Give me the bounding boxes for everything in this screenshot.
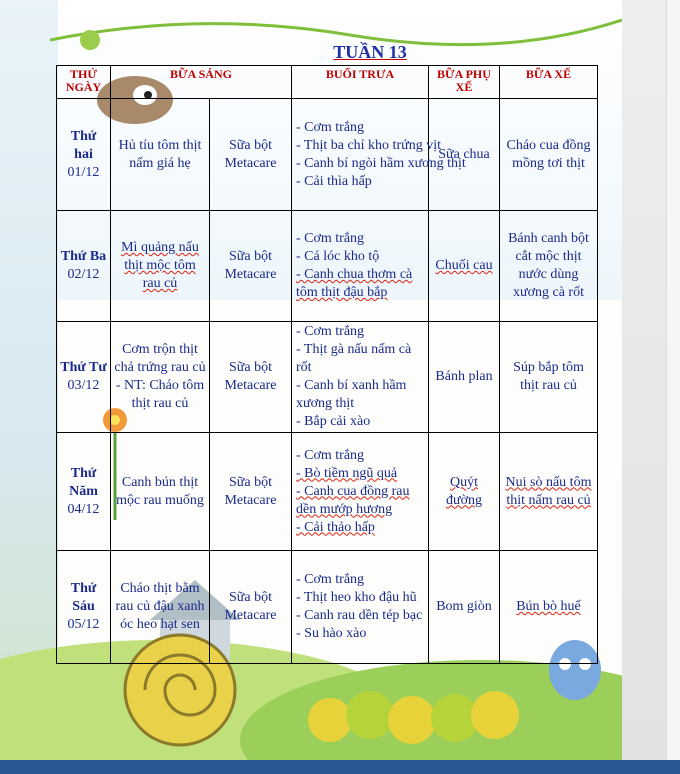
day-name: Thứ Tư	[60, 360, 107, 375]
day-cell	[57, 322, 111, 433]
table-row	[57, 322, 598, 433]
header-day: THỨ NGÀY	[57, 66, 111, 99]
table-row	[57, 211, 598, 322]
table-row	[57, 99, 598, 211]
afternoon-cell: Nui sò nấu tôm thịt nấm rau củ	[500, 433, 598, 551]
lunch-item: - Canh rau dền tép bạc	[296, 608, 423, 623]
lunch-item: - Su hào xào	[296, 626, 367, 641]
day-cell	[57, 551, 111, 664]
lunch-item: - Cơm trắng	[296, 572, 365, 587]
day-date: 05/12	[67, 617, 100, 632]
table-row	[57, 433, 598, 551]
caterpillar-icon	[300, 660, 530, 760]
lunch-item: - Thịt heo kho đậu hũ	[296, 590, 417, 605]
breakfast-cell: Hủ tíu tôm thịt nấm giá hẹ	[111, 99, 210, 211]
afternoon-cell: Cháo cua đồng mồng tơi thịt	[500, 99, 598, 211]
table-row	[57, 551, 598, 664]
day-date: 04/12	[67, 501, 100, 517]
lunch-item: - Bò tiềm ngũ quả	[296, 465, 398, 481]
snack-cell: Chuối cau	[429, 211, 500, 322]
lunch-item: - Cơm trắng	[296, 119, 365, 135]
snack-cell: Sữa chua	[429, 99, 500, 211]
lunch-cell	[292, 211, 429, 322]
header-row	[57, 66, 598, 99]
milk-cell: Sữa bột Metacare	[210, 433, 292, 551]
breakfast-cell: Cháo thịt bằm rau củ đậu xanh óc heo hạt sen	[111, 551, 210, 664]
breakfast-cell: Mì quảng nấu thịt mộc tôm rau củ	[111, 211, 210, 322]
day-name: Thứ hai	[70, 128, 97, 162]
afternoon-cell: Súp bắp tôm thịt rau củ	[500, 322, 598, 433]
header-breakfast: BỮA SÁNG	[111, 66, 292, 99]
lunch-item: - Thịt ba chỉ kho trứng vịt	[296, 137, 441, 153]
menu-table	[56, 65, 598, 664]
snack-cell: Bom giòn	[429, 551, 500, 664]
header-lunch: BUỔI TRƯA	[292, 66, 429, 99]
day-cell	[57, 433, 111, 551]
lunch-item: - Thịt gà nấu nấm cà rốt	[296, 342, 412, 375]
snack-cell: Bánh plan	[429, 322, 500, 433]
day-date: 01/12	[67, 164, 100, 180]
day-date: 03/12	[67, 378, 100, 393]
lunch-cell	[292, 433, 429, 551]
lunch-item: - Canh bí xanh hầm xương thịt	[296, 378, 407, 411]
lunch-cell	[292, 551, 429, 664]
breakfast-cell: Canh bún thịt mộc rau muống	[111, 433, 210, 551]
snack-cell: Quýt đường	[429, 433, 500, 551]
milk-cell: Sữa bột Metacare	[210, 99, 292, 211]
lunch-cell	[292, 322, 429, 433]
milk-cell: Sữa bột Metacare	[210, 551, 292, 664]
breakfast-cell: Cơm trộn thịt chả trứng rau củ - NT: Cháo tôm thịt rau củ	[111, 322, 210, 433]
afternoon-cell: Bún bò huế	[500, 551, 598, 664]
day-name: Thứ Năm	[69, 465, 98, 499]
lunch-item: - Canh chua thơm cà tôm thịt đậu bắp	[296, 267, 413, 300]
milk-cell: Sữa bột Metacare	[210, 322, 292, 433]
page-title: TUẦN 13	[333, 42, 407, 62]
lunch-item: - Canh cua đồng rau dền mướp hương	[296, 483, 410, 517]
lunch-item: - Bắp cải xào	[296, 414, 371, 429]
day-cell	[57, 99, 111, 211]
lunch-item: - Cơm trắng	[296, 447, 365, 463]
lunch-item: - Cải thảo hấp	[296, 519, 375, 535]
day-name: Thứ Ba	[60, 249, 107, 264]
header-afternoon: BỮA XẾ	[500, 66, 598, 99]
lunch-item: - Cơm trắng	[296, 324, 365, 339]
lunch-item: - Cá lóc kho tộ	[296, 249, 380, 264]
day-name: Thứ Sáu	[70, 581, 97, 614]
milk-cell: Sữa bột Metacare	[210, 211, 292, 322]
header-snack: BỮA PHỤ XẾ	[429, 66, 500, 99]
lunch-item: - Cơm trắng	[296, 231, 365, 246]
vertical-scrollbar[interactable]	[666, 0, 680, 760]
status-bar	[0, 760, 680, 774]
lunch-item: - Canh bí ngòi hầm xương thịt	[296, 155, 466, 171]
afternoon-cell: Bánh canh bột cắt mộc thịt nước dùng xương cà rốt	[500, 211, 598, 322]
lunch-item: - Cải thìa hấp	[296, 173, 372, 189]
day-cell	[57, 211, 111, 322]
day-date: 02/12	[67, 267, 100, 282]
